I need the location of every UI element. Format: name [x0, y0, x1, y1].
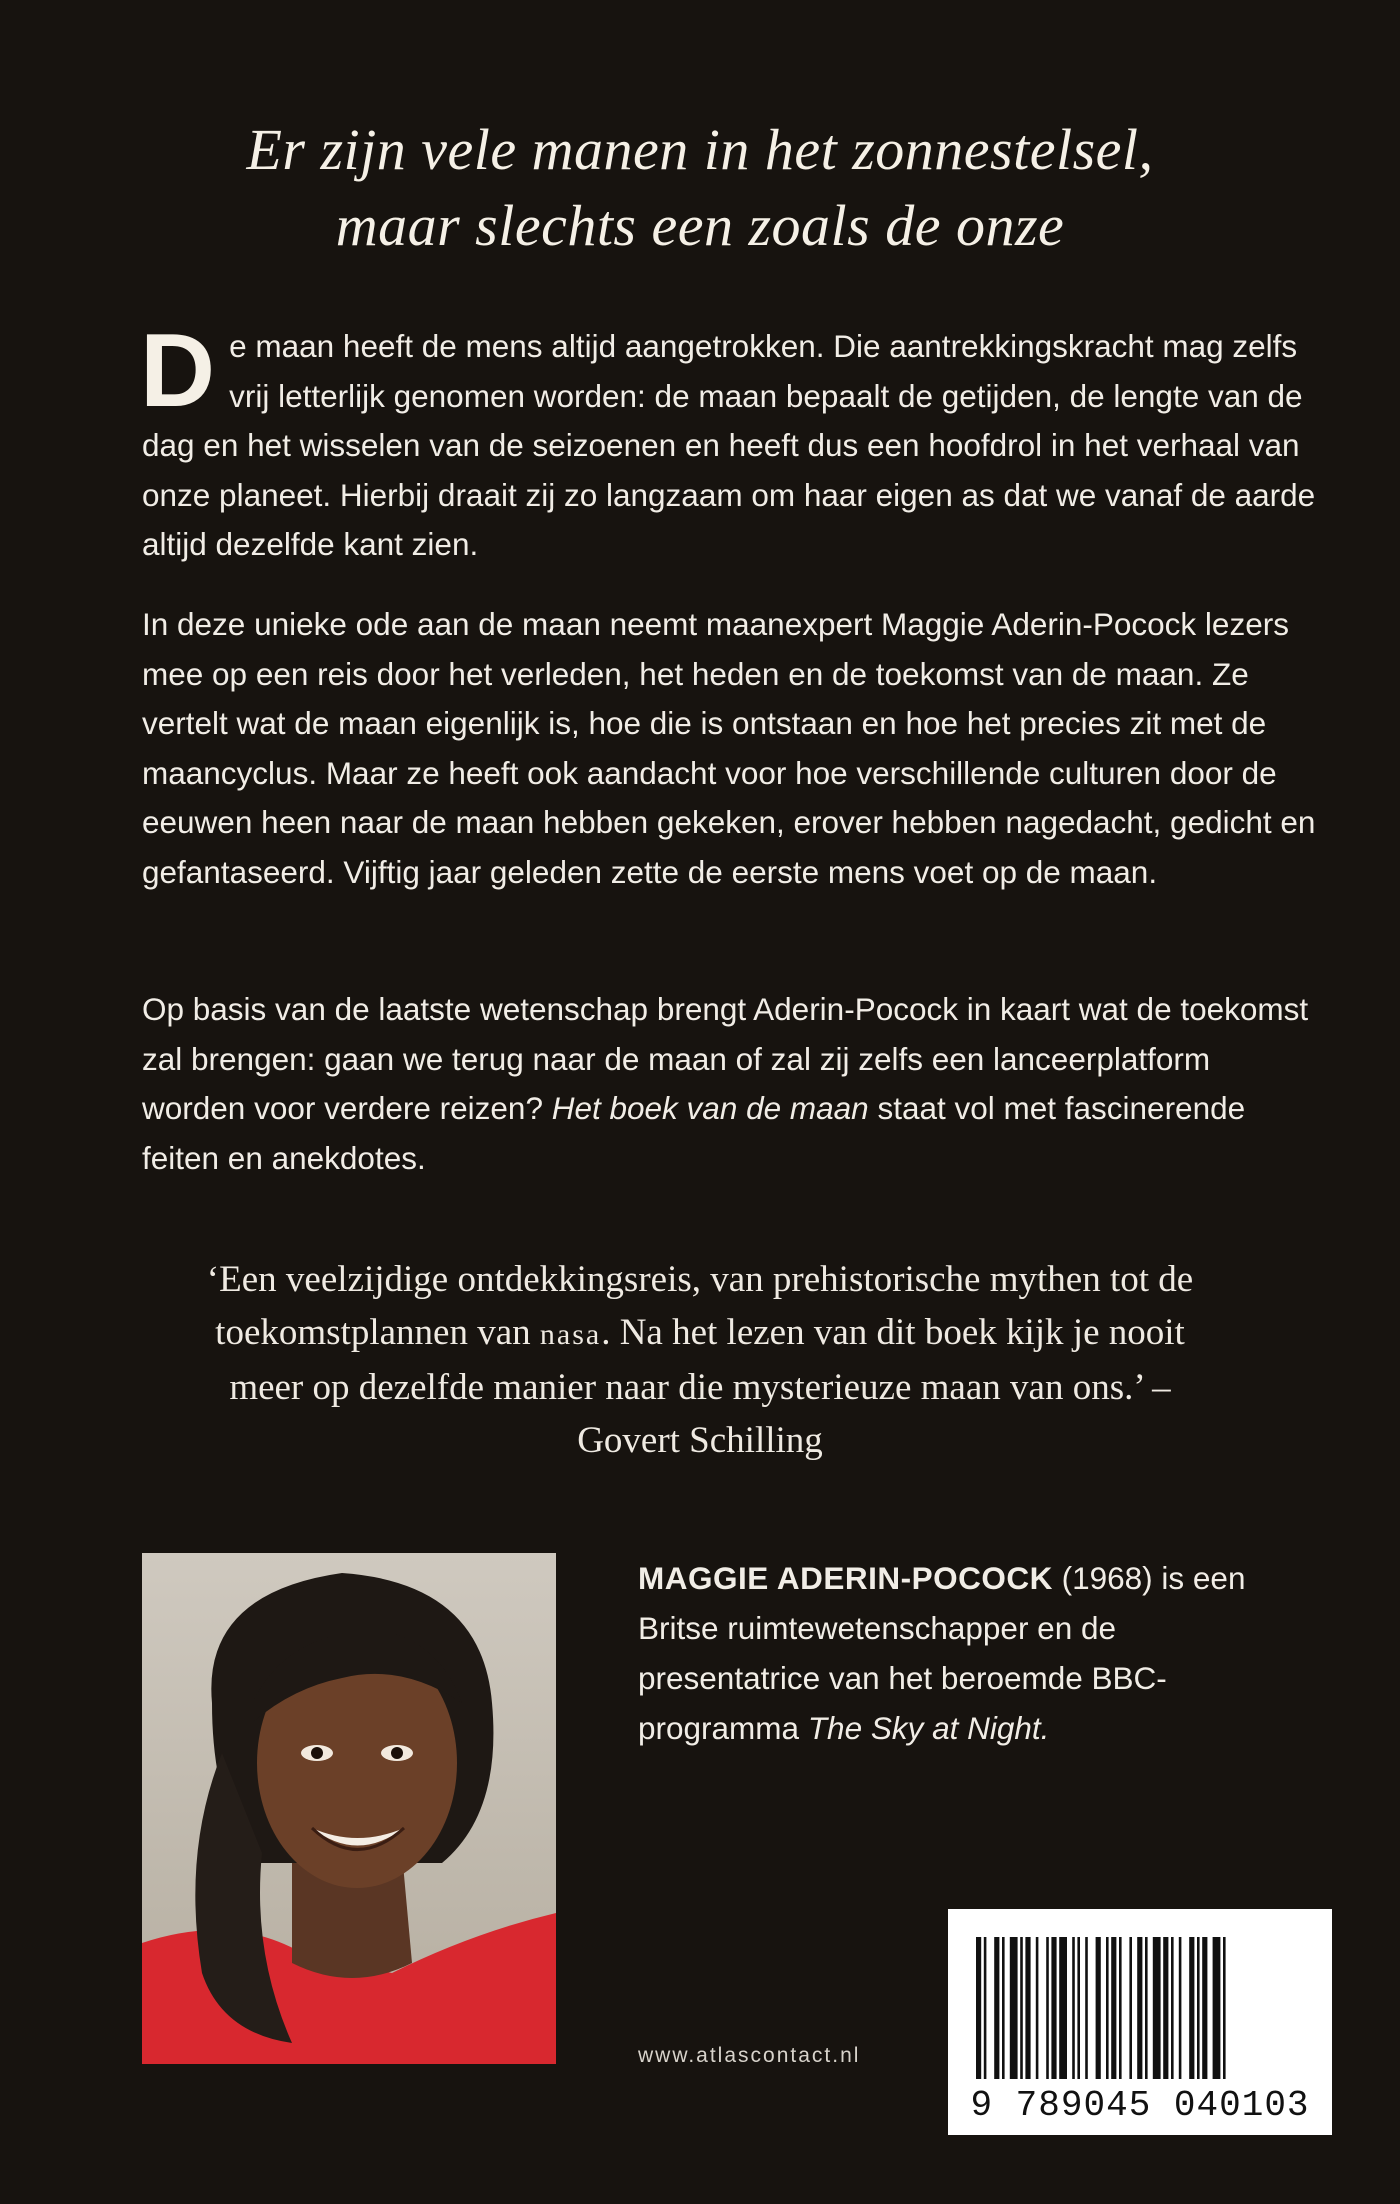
paragraph-3-end: staat vol met fascinerende feiten en anekdotes. [142, 1090, 1246, 1176]
barcode-bar [1197, 1937, 1200, 2079]
barcode-bar [1051, 1937, 1056, 2079]
barcode-bar [1189, 1937, 1194, 2079]
paragraph-1-text: e maan heeft de mens altijd aangetrokken. Die aantrekkingskracht mag zelfs vrij letterlijk genomen worden: de maan bepaalt de getijden, de lengte van de dag en het wisselen van de seizoenen en heeft dus een hoofdrol in het verhaal van onze planeet. Hierbij draait zij zo langzaam om haar eigen as dat we vanaf de aarde altijd dezelfde kant zien. [142, 328, 1316, 562]
isbn-barcode [948, 1909, 1332, 2135]
author-bio [638, 1553, 1258, 1753]
drop-cap: D [140, 313, 216, 429]
barcode-bar [1163, 1937, 1168, 2079]
barcode-bar [1010, 1937, 1018, 2079]
barcode-bar [1202, 1937, 1207, 2079]
quote-text-start: ‘Een veelzijdige ontdekkingsreis, van prehistorische mythen tot de toekomstplannen van [206, 1259, 1194, 1353]
barcode-bar [1119, 1937, 1122, 2079]
barcode-bar [1171, 1937, 1174, 2079]
blurb-paragraph-1 [140, 313, 1322, 570]
barcode-bar [1046, 1937, 1049, 2079]
author-photo [142, 1553, 556, 2064]
author-name: MAGGIE ADERIN-POCOCK [638, 1560, 1053, 1596]
barcode-bar [1072, 1937, 1075, 2079]
barcode-bar [1025, 1937, 1030, 2079]
barcode-bar [1020, 1937, 1023, 2079]
barcode-bar [1153, 1937, 1161, 2079]
blurb-paragraph-3 [142, 985, 1322, 1183]
book-title: Het boek van de maan [551, 1090, 869, 1126]
paragraph-2-text: In deze unieke ode aan de maan neemt maanexpert Maggie Aderin-Pocock lezers mee op een reis door het verleden, het heden en de toekomst van de maan. Ze vertelt wat de maan eigenlijk is, hoe die is ontstaan en hoe het precies zit met de maancyclus. Maar ze heeft ook aandacht voor hoe verschillende culturen door de eeuwen heen naar de maan hebben gekeken, erover hebben nagedacht, gedicht en gefantaseerd. Vijftig jaar geleden zette de eerste mens voet op de maan. [142, 606, 1316, 890]
barcode-bar [1179, 1937, 1182, 2079]
barcode-bar [1223, 1937, 1226, 2079]
nasa-smallcaps: nasa [539, 1318, 602, 1351]
blurb-paragraph-2 [142, 600, 1322, 897]
barcode-bar [994, 1937, 999, 2079]
barcode-bar [1059, 1937, 1067, 2079]
barcode-bar [1077, 1937, 1080, 2079]
barcode-bars [948, 1909, 1332, 2079]
quote-text-end: . Na het lezen van dit boek kijk je nooit meer op dezelfde manier naar die mysterieuze maan van ons.’ – Govert Schilling [229, 1312, 1185, 1461]
program-title: The Sky at Night. [807, 1710, 1050, 1746]
bio-text: (1968) is een Britse ruimtewetenschapper en de presentatrice van het beroemde BBC-programma [638, 1560, 1246, 1746]
barcode-bar [1111, 1937, 1116, 2079]
tagline-line-1: Er zijn vele manen in het zonnestelsel, [246, 117, 1154, 182]
barcode-bar [1145, 1937, 1148, 2079]
barcode-bar [1002, 1937, 1005, 2079]
paragraph-3-text: Op basis van de laatste wetenschap brengt Aderin-Pocock in kaart wat de toekomst zal brengen: gaan we terug naar de maan of zal zij zelfs een lanceerplatform worden voor verdere reizen? [142, 991, 1309, 1126]
barcode-bar [1106, 1937, 1109, 2079]
review-quote [180, 1253, 1220, 1467]
barcode-bar [1129, 1937, 1132, 2079]
barcode-bar [976, 1937, 981, 2079]
barcode-bar [1036, 1937, 1039, 2079]
tagline-line-2: maar slechts een zoals de onze [335, 193, 1065, 258]
barcode-bar [1096, 1937, 1101, 2079]
tagline [0, 112, 1400, 264]
barcode-bar [1137, 1937, 1142, 2079]
barcode-bar [1213, 1937, 1221, 2079]
isbn-number: 9 789045 040103 [970, 2085, 1310, 2126]
barcode-bar [1085, 1937, 1088, 2079]
publisher-website[interactable]: www.atlascontact.nl [638, 2044, 861, 2067]
barcode-bar [984, 1937, 987, 2079]
